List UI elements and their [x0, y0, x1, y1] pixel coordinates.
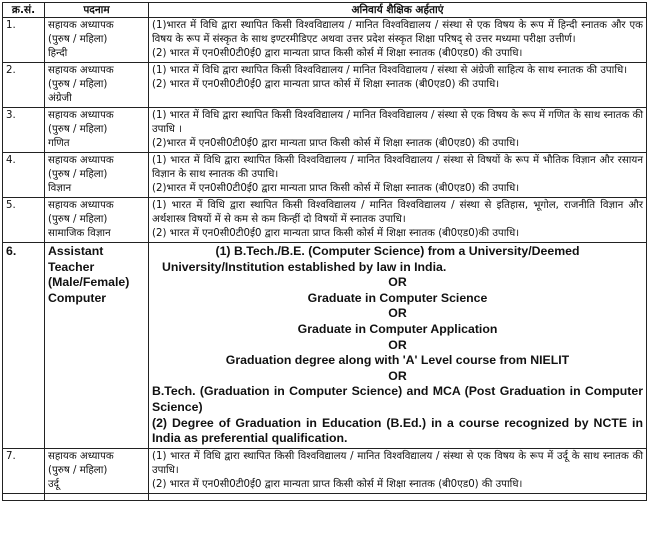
row-serial: 1. [3, 18, 45, 63]
post-line: (पुरुष / महिला) [48, 34, 108, 45]
post-line: (पुरुष / महिला) [48, 464, 108, 476]
row-serial: 7. [3, 448, 45, 493]
post-line: (Male/Female) [48, 275, 130, 290]
post-line: सहायक अध्यापक [48, 20, 114, 31]
table-row [3, 448, 647, 493]
row-qualification [149, 108, 647, 153]
row-post [45, 63, 149, 108]
post-line: Computer [48, 290, 107, 305]
qual-part-1: (1) भारत में विधि द्वारा स्थापित किसी विश्वविद्यालय / मानित विश्वविद्यालय / संस्था से विषयों के रूप में भौतिक विज्ञान और रसायन विज्ञान के साथ स्नातक की उपाधि। [152, 155, 643, 180]
row-qualification [149, 153, 647, 198]
post-line: विज्ञान [48, 183, 72, 194]
header-post: पदनाम [45, 3, 149, 18]
qual-part-2: (2) भारत में एन0सी0टी0ई0 द्वारा मान्यता प्राप्त किसी कोर्स में शिक्षा स्नातक (बी0एड0) की उपाधि। [152, 48, 523, 59]
or-separator: OR [388, 337, 407, 352]
row-qualification [149, 243, 647, 449]
row-post [45, 198, 149, 243]
row-post [45, 153, 149, 198]
post-line: सहायक अध्यापक [48, 450, 114, 462]
qual-option-4: Graduation degree along with 'A' Level course from NIELIT [225, 353, 570, 368]
qual-part-2: (2) भारत में एन0सी0टी0ई0 द्वारा मान्यता प्राप्त किसी कोर्स में शिक्षा स्नातक (बी0एड0) की उपाधि। [152, 478, 523, 490]
table-row [3, 108, 647, 153]
cut-cell [45, 493, 149, 500]
qual-part-2: (2) भारत में एन0सी0टी0ई0 द्वारा मान्यता प्राप्त कोर्स में शिक्षा स्नातक (बी0एड0) की उपाधि। [152, 79, 500, 90]
post-line: उर्दू [48, 478, 59, 490]
post-line: सहायक अध्यापक [48, 110, 114, 121]
or-separator: OR [388, 368, 407, 383]
cut-cell [149, 493, 647, 500]
qual-part-1: (1) भारत में विधि द्वारा स्थापित किसी विश्वविद्यालय / मानित विश्वविद्यालय / संस्था से अंग्रेजी साहित्य के साथ स्नातक की उपाधि। [152, 65, 628, 76]
post-line: (पुरुष / महिला) [48, 124, 108, 135]
table-row-cut [3, 493, 647, 500]
header-qualification: अनिवार्य शैक्षिक अर्हताएं [149, 3, 647, 18]
row-qualification [149, 63, 647, 108]
post-line: (पुरुष / महिला) [48, 79, 108, 90]
post-line: (पुरुष / महिला) [48, 169, 108, 180]
header-serial: क्र.सं. [3, 3, 45, 18]
post-line: सहायक अध्यापक [48, 200, 114, 211]
post-line: सामाजिक विज्ञान [48, 228, 111, 239]
row-serial: 2. [3, 63, 45, 108]
row-post [45, 108, 149, 153]
or-separator: OR [388, 275, 407, 290]
post-line: सहायक अध्यापक [48, 65, 114, 76]
post-line: Assistant [48, 244, 104, 258]
row-post [45, 448, 149, 493]
post-line: (पुरुष / महिला) [48, 214, 108, 225]
table-row [3, 18, 647, 63]
row-serial: 6. [3, 243, 45, 449]
row-serial: 5. [3, 198, 45, 243]
or-separator: OR [388, 306, 407, 321]
post-line: अंग्रेजी [48, 93, 72, 104]
cut-cell [3, 493, 45, 500]
row-post [45, 18, 149, 63]
table-row [3, 63, 647, 108]
qual-part-1: (1)भारत में विधि द्वारा स्थापित किसी विश्वविद्यालय / मानित विश्वविद्यालय / संस्था से एक विषय के रूप में हिन्दी स्नातक और एक विषय के रूप में संस्कृत के साथ इण्टरमीडिएट अथवा उत्तर प्रदेश संस्कृत शिक्षा परिषद् से उत्तर मध्यमा परीक्षा उत्तीर्ण। [152, 20, 643, 45]
post-line: Teacher [48, 259, 95, 274]
table-row [3, 243, 647, 449]
qual-part-2: (2) Degree of Graduation in Education (B.Ed.) in a course recognized by NCTE in India as preferential qualification. [152, 415, 643, 446]
qual-option-3: Graduate in Computer Application [297, 321, 498, 336]
qual-part-2: (2)भारत में एन0सी0टी0ई0 द्वारा मान्यता प्राप्त किसी कोर्स में शिक्षा स्नातक (बी0एड0) की उपाधि। [152, 138, 520, 149]
row-qualification [149, 198, 647, 243]
header-row [3, 3, 647, 18]
post-line: हिन्दी [48, 48, 68, 59]
qual-option-2: Graduate in Computer Science [307, 290, 488, 305]
qual-part-1: (1) भारत में विधि द्वारा स्थापित किसी विश्वविद्यालय / मानित विश्वविद्यालय / संस्था से एक विषय के रूप में उर्दू के साथ स्नातक की उपाधि। [152, 450, 643, 476]
post-line: सहायक अध्यापक [48, 155, 114, 166]
row-qualification [149, 448, 647, 493]
row-serial: 3. [3, 108, 45, 153]
table-row [3, 198, 647, 243]
qual-part-1: (1) भारत में विधि द्वारा स्थापित किसी विश्वविद्यालय / मानित विश्वविद्यालय / संस्था से इतिहास, भूगोल, राजनीति विज्ञान और अर्थशास्त्र विषयों में से कम से कम किन्हीं दो विषयों में स्नातक उपाधि। [152, 200, 643, 225]
qual-part-2: (2) भारत में एन0सी0टी0ई0 द्वारा मान्यता प्राप्त किसी कोर्स में शिक्षा स्नातक (बी0एड0)की उपाधि। [152, 228, 520, 239]
post-line: गणित [48, 138, 70, 149]
qual-part-1: (1) भारत में विधि द्वारा स्थापित किसी विश्वविद्यालय / मानित विश्वविद्यालय / संस्था से एक विषय के रूप में गणित के साथ स्नातक की उपाधि । [152, 110, 643, 135]
qual-option-5: B.Tech. (Graduation in Computer Science) and MCA (Post Graduation in Computer Science) [152, 384, 643, 414]
table-row [3, 153, 647, 198]
row-qualification [149, 18, 647, 63]
qualification-table [2, 2, 647, 501]
qual-option-1: (1) B.Tech./B.E. (Computer Science) from a University/Deemed [215, 244, 580, 258]
row-serial: 4. [3, 153, 45, 198]
qual-option-1-cont: University/Institution established by law in India. [162, 259, 447, 274]
row-post [45, 243, 149, 449]
qual-part-2: (2)भारत में एन0सी0टी0ई0 द्वारा मान्यता प्राप्त किसी कोर्स में शिक्षा स्नातक (बी0एड0) की उपाधि। [152, 183, 520, 194]
